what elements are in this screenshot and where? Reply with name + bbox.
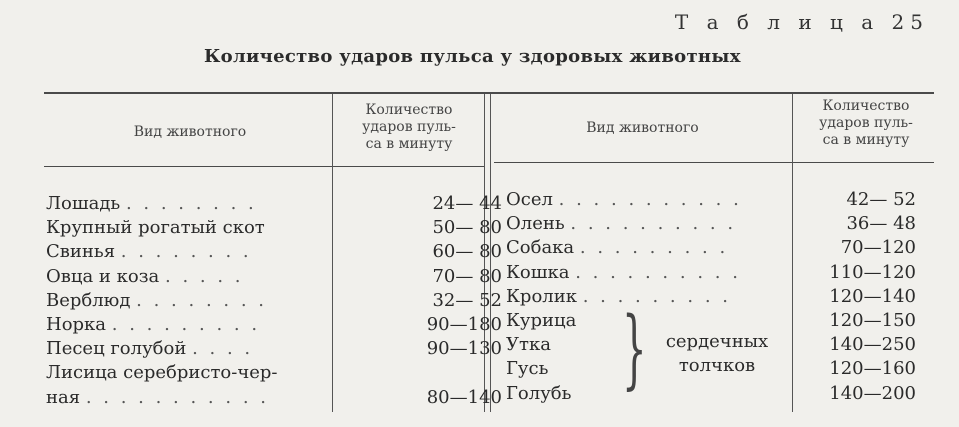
animal-name bbox=[46, 361, 278, 385]
animal-name-text: Курица bbox=[506, 310, 577, 331]
animal-name-text: Песец голубой bbox=[46, 338, 187, 360]
leader-dots: . . . . . . . . . . bbox=[575, 261, 741, 283]
header-left-count-line: ударов пуль- bbox=[362, 119, 456, 135]
leader-dots: . . . . . . . . bbox=[125, 193, 257, 214]
header-right-count-line: Количество bbox=[822, 98, 910, 114]
header-right-count-line: ударов пуль- bbox=[819, 115, 913, 131]
table-row bbox=[46, 240, 502, 264]
pulse-value: 140—250 bbox=[829, 334, 916, 356]
animal-name bbox=[506, 333, 551, 357]
table-row bbox=[46, 313, 502, 337]
animal-name-text: Лисица серебристо-чер- bbox=[46, 362, 278, 384]
leader-dots: . . . . . . . . . bbox=[582, 285, 731, 307]
animal-name-text: Свинья bbox=[46, 241, 116, 263]
table-row bbox=[46, 216, 502, 240]
animal-name-text: Гусь bbox=[506, 358, 549, 380]
leader-dots: . . . . . . . . . bbox=[579, 237, 729, 259]
animal-name-text: Собака bbox=[506, 237, 575, 259]
brace-icon: } bbox=[622, 299, 647, 399]
animal-name-text: Верблюд bbox=[46, 289, 131, 311]
pulse-value: 36— 48 bbox=[846, 213, 916, 235]
header-right-count bbox=[796, 98, 936, 149]
pulse-value: 120—150 bbox=[829, 310, 916, 331]
table-row bbox=[506, 212, 934, 236]
animal-name-text: Овца и коза bbox=[46, 265, 160, 287]
pulse-value: 70— 80 bbox=[432, 265, 502, 287]
animal-name bbox=[46, 216, 265, 240]
animal-name-text: Норка bbox=[46, 314, 107, 335]
table-title: Количество ударов пульса у здоровых животных bbox=[204, 46, 741, 67]
animal-name-text: Осел bbox=[506, 189, 553, 210]
pulse-value: 120—140 bbox=[829, 285, 916, 307]
animal-name bbox=[46, 289, 267, 313]
table-row bbox=[506, 261, 934, 285]
pulse-value: 110—120 bbox=[829, 261, 916, 283]
animal-name-text: Лошадь bbox=[46, 193, 121, 214]
table-row bbox=[46, 192, 502, 216]
bird-note-line: сердечных bbox=[665, 331, 769, 352]
table-row bbox=[46, 361, 484, 385]
leader-dots: . . . . . . . . . . bbox=[570, 213, 737, 235]
leader-dots: . . . . bbox=[192, 338, 254, 360]
header-left-count-line: Количество bbox=[365, 102, 453, 118]
animal-name bbox=[506, 188, 742, 212]
bird-note-line: толчков bbox=[678, 355, 756, 376]
animal-name bbox=[506, 285, 731, 309]
pulse-value: 32— 52 bbox=[432, 289, 502, 311]
table-row bbox=[46, 386, 502, 410]
table-row bbox=[506, 285, 934, 309]
animal-name-text: Крупный рогатый скот bbox=[46, 217, 265, 239]
header-left-count-line: са в минуту bbox=[365, 136, 453, 152]
animal-name bbox=[506, 261, 741, 285]
leader-dots: . . . . . bbox=[165, 265, 244, 287]
pulse-value: 50— 80 bbox=[432, 217, 502, 239]
pulse-value: 80—140 bbox=[426, 386, 502, 408]
animal-name bbox=[46, 386, 269, 410]
animal-name bbox=[46, 265, 244, 289]
animal-name-text: Кролик bbox=[506, 285, 577, 307]
animal-name bbox=[506, 236, 728, 260]
leader-dots: . . . . . . . . . bbox=[111, 314, 261, 335]
leader-dots: . . . . . . . . bbox=[136, 289, 267, 311]
animal-name-text: ная bbox=[46, 386, 81, 408]
animal-name bbox=[46, 240, 252, 264]
table-row bbox=[46, 289, 502, 313]
header-rule-right bbox=[494, 162, 934, 163]
table-row bbox=[506, 382, 934, 406]
header-right-species: Вид животного bbox=[586, 120, 699, 136]
pulse-value: 42— 52 bbox=[846, 189, 916, 210]
table-number: Т а б л и ц а 25 bbox=[674, 10, 929, 34]
table-row bbox=[506, 236, 934, 260]
leader-dots: . . . . . . . . . . . bbox=[85, 386, 269, 408]
table-row bbox=[46, 337, 502, 361]
pulse-value: 24— 44 bbox=[432, 193, 502, 214]
animal-name bbox=[46, 192, 257, 216]
animal-name bbox=[46, 337, 253, 361]
table-row bbox=[506, 188, 934, 212]
header-left-count bbox=[336, 102, 482, 153]
pulse-value: 90—180 bbox=[426, 314, 502, 335]
pulse-value: 70—120 bbox=[840, 237, 916, 259]
animal-name-text: Кошка bbox=[506, 261, 570, 283]
top-rule bbox=[44, 92, 934, 94]
pulse-value: 140—200 bbox=[829, 382, 916, 404]
header-left-species: Вид животного bbox=[133, 124, 247, 140]
animal-name bbox=[506, 382, 571, 406]
bird-note bbox=[652, 330, 782, 378]
leader-dots: . . . . . . . . bbox=[120, 241, 252, 263]
pulse-value: 60— 80 bbox=[432, 241, 502, 263]
header-rule-left bbox=[44, 166, 485, 167]
table-row bbox=[46, 265, 502, 289]
pulse-value: 120—160 bbox=[829, 358, 916, 380]
animal-name bbox=[506, 212, 736, 236]
animal-name-text: Голубь bbox=[506, 382, 572, 404]
animal-name-text: Олень bbox=[506, 213, 565, 235]
leader-dots: . . . . . . . . . . . bbox=[558, 189, 742, 210]
animal-name bbox=[506, 309, 576, 333]
animal-name-text: Утка bbox=[506, 334, 551, 356]
pulse-value: 90—130 bbox=[426, 338, 502, 360]
animal-name bbox=[46, 313, 260, 337]
header-right-count-line: са в минуту bbox=[822, 132, 910, 148]
animal-name bbox=[506, 357, 548, 381]
